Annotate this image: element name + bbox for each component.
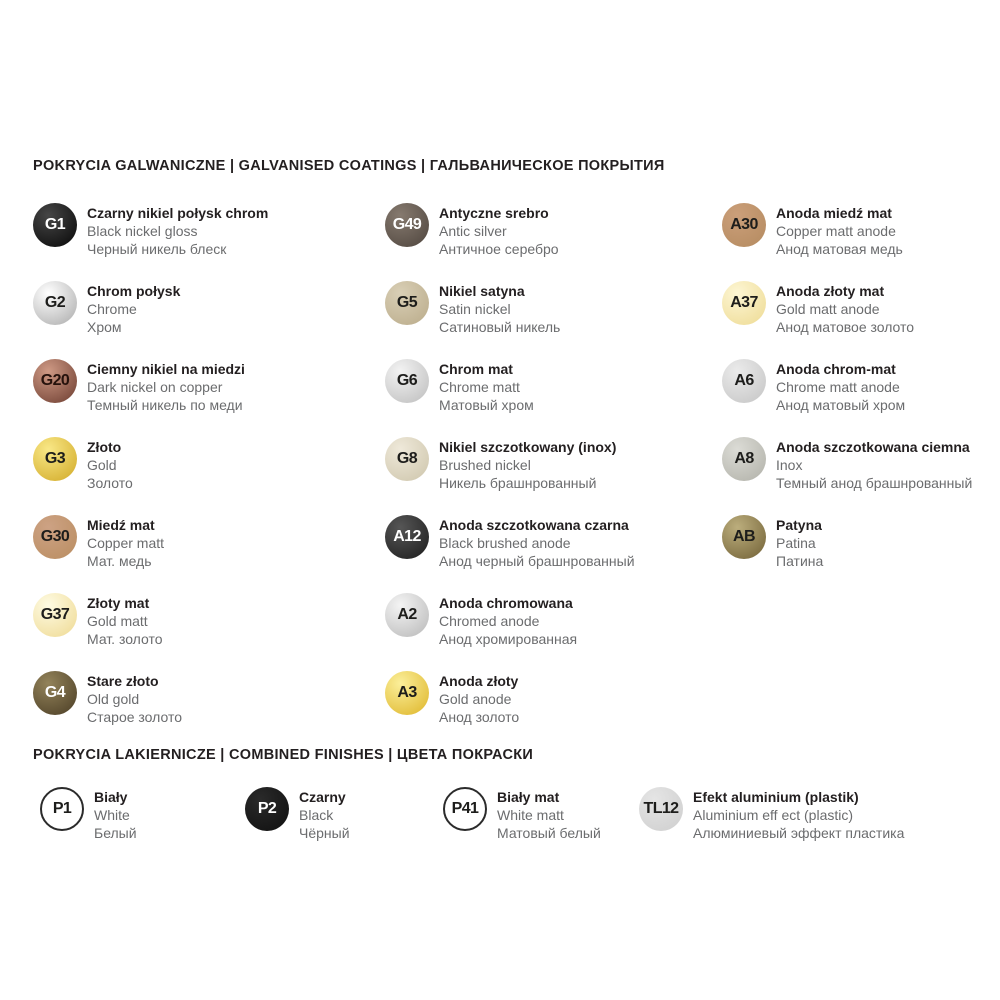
finish-swatch [385, 359, 429, 403]
finish-swatch [385, 203, 429, 247]
finish-names [87, 515, 164, 570]
finish-item [722, 203, 982, 258]
finish-item [385, 593, 722, 648]
finish-name-en: Black [299, 807, 334, 823]
finish-name-en: Gold [87, 457, 117, 473]
finish-swatch [722, 515, 766, 559]
finish-name-en: Satin nickel [439, 301, 511, 317]
finish-code-badge: AB [733, 528, 755, 545]
finish-names [439, 203, 559, 258]
finish-name-pl: Nikiel satyna [439, 283, 525, 299]
finish-code-badge: G49 [392, 216, 422, 233]
finish-name-pl: Biały [94, 789, 128, 805]
finish-code-badge: A37 [730, 294, 758, 311]
finish-item [33, 593, 385, 648]
finish-name-pl: Czarny nikiel połysk chrom [87, 205, 269, 221]
finish-name-pl: Stare złoto [87, 673, 159, 689]
finish-name-en: Brushed nickel [439, 457, 531, 473]
finish-swatch [33, 203, 77, 247]
finish-swatch [443, 787, 487, 831]
finish-code-badge: G1 [44, 216, 66, 233]
finish-name-en: Chrome [87, 301, 137, 317]
finish-name-ru: Никель брашнрованный [439, 475, 597, 491]
finish-item [385, 359, 722, 414]
finish-item [33, 281, 385, 336]
finish-name-pl: Anoda miedź mat [776, 205, 892, 221]
finish-item [40, 787, 245, 842]
section-galvanised-coatings [33, 158, 982, 749]
finish-name-pl: Anoda szczotkowana czarna [439, 517, 629, 533]
finish-name-pl: Biały mat [497, 789, 560, 805]
finish-item [722, 359, 982, 414]
finish-code-badge: G3 [44, 450, 66, 467]
finish-code-badge: G37 [40, 606, 70, 623]
finish-name-ru: Белый [94, 825, 137, 841]
finish-name-pl: Miedź mat [87, 517, 155, 533]
finish-swatch [722, 203, 766, 247]
finish-swatch [385, 437, 429, 481]
finish-names [439, 593, 577, 648]
finish-names [439, 359, 534, 414]
finish-names [776, 515, 823, 570]
finish-item [722, 437, 982, 492]
finish-column [40, 787, 245, 865]
finish-code-badge: P41 [451, 800, 479, 817]
finish-name-pl: Anoda złoty mat [776, 283, 885, 299]
finish-name-pl: Anoda chrom-mat [776, 361, 896, 377]
galvanised-coatings-grid [33, 203, 982, 749]
finish-item [33, 359, 385, 414]
finish-name-en: Copper matt [87, 535, 165, 551]
finish-code-badge: P2 [257, 800, 277, 817]
finish-name-en: White [94, 807, 130, 823]
finish-code-badge: G8 [396, 450, 418, 467]
finish-name-en: Chromed anode [439, 613, 540, 629]
finish-item [385, 203, 722, 258]
finish-code-badge: A6 [734, 372, 754, 389]
finish-code-badge: G5 [396, 294, 418, 311]
finish-names [439, 671, 519, 726]
finish-item [33, 671, 385, 726]
finish-name-en: Old gold [87, 691, 140, 707]
finish-code-badge: A2 [397, 606, 417, 623]
finish-swatch [33, 671, 77, 715]
finish-name-ru: Алюминиевый эффект пластика [693, 825, 905, 841]
finish-column [722, 203, 982, 749]
finish-item [385, 515, 722, 570]
finish-code-badge: G2 [44, 294, 66, 311]
finish-names [439, 437, 616, 492]
finish-code-badge: A8 [734, 450, 754, 467]
finish-name-ru: Анод матовый хром [776, 397, 906, 413]
finish-name-en: Antic silver [439, 223, 507, 239]
finish-item [33, 515, 385, 570]
finish-names [776, 281, 914, 336]
finish-name-en: Black nickel gloss [87, 223, 198, 239]
finish-name-ru: Мат. медь [87, 553, 152, 569]
finish-name-en: Black brushed anode [439, 535, 571, 551]
finish-item [443, 787, 639, 842]
finish-names [439, 281, 560, 336]
finish-name-ru: Темный анод брашнрованный [776, 475, 973, 491]
finish-name-ru: Матовый белый [497, 825, 601, 841]
finish-name-pl: Efekt aluminium (plastik) [693, 789, 859, 805]
finish-name-ru: Темный никель по меди [87, 397, 243, 413]
finish-name-ru: Сатиновый никель [439, 319, 561, 335]
finish-item [722, 281, 982, 336]
finish-code-badge: G6 [396, 372, 418, 389]
finish-item [245, 787, 443, 842]
finish-names [776, 203, 903, 258]
finish-column [245, 787, 443, 865]
finish-name-pl: Czarny [299, 789, 346, 805]
finish-names [776, 359, 905, 414]
finish-names [87, 437, 133, 492]
finish-names [87, 593, 163, 648]
finish-column [639, 787, 982, 865]
finish-code-badge: G20 [40, 372, 70, 389]
finish-swatch [385, 593, 429, 637]
finish-name-en: Inox [776, 457, 803, 473]
finish-names [87, 281, 180, 336]
finish-item [385, 437, 722, 492]
finish-swatch [722, 281, 766, 325]
finish-swatch [385, 671, 429, 715]
finish-code-badge: A30 [730, 216, 758, 233]
finish-code-badge: P1 [52, 800, 72, 817]
finish-name-en: Copper matt anode [776, 223, 896, 239]
finish-name-pl: Patyna [776, 517, 822, 533]
finish-code-badge: G4 [44, 684, 66, 701]
finish-name-ru: Патина [776, 553, 824, 569]
finish-name-ru: Анод хромированная [439, 631, 578, 647]
finish-name-en: Aluminium eff ect (plastic) [693, 807, 854, 823]
finish-name-ru: Античное серебро [439, 241, 559, 257]
combined-finishes-grid [33, 787, 982, 865]
finish-name-pl: Chrom mat [439, 361, 513, 377]
finish-name-en: Dark nickel on copper [87, 379, 223, 395]
finish-name-pl: Anoda złoty [439, 673, 519, 689]
finish-name-pl: Chrom połysk [87, 283, 181, 299]
finish-item [33, 203, 385, 258]
finish-name-ru: Чёрный [299, 825, 350, 841]
finish-name-ru: Анод черный брашнрованный [439, 553, 635, 569]
finish-name-pl: Ciemny nikiel na miedzi [87, 361, 245, 377]
finish-name-en: Gold matt [87, 613, 148, 629]
finish-swatch [33, 359, 77, 403]
finish-name-en: Gold matt anode [776, 301, 880, 317]
section-header-galvanised: POKRYCIA GALWANICZNE | GALVANISED COATINGS | ГАЛЬВАНИЧЕСКОЕ ПОКРЫТИЯ [33, 158, 665, 174]
finish-item [33, 437, 385, 492]
finish-name-ru: Золото [87, 475, 133, 491]
finish-code-badge: TL12 [643, 800, 679, 817]
finish-code-badge: G30 [40, 528, 70, 545]
finish-swatch [33, 593, 77, 637]
finish-names [299, 787, 350, 842]
finish-names [87, 671, 182, 726]
finish-names [94, 787, 137, 842]
finish-column [33, 203, 385, 749]
finish-swatch [385, 281, 429, 325]
finish-name-ru: Анод матовое золото [776, 319, 915, 335]
finish-swatch [245, 787, 289, 831]
finish-name-pl: Anoda szczotkowana ciemna [776, 439, 970, 455]
finish-name-ru: Мат. золото [87, 631, 163, 647]
finish-name-pl: Anoda chromowana [439, 595, 573, 611]
finish-name-en: White matt [497, 807, 564, 823]
finish-name-pl: Nikiel szczotkowany (inox) [439, 439, 617, 455]
finish-names [776, 437, 972, 492]
finish-name-ru: Анод золото [439, 709, 520, 725]
finish-names [497, 787, 601, 842]
finish-swatch [385, 515, 429, 559]
finish-name-en: Chrome matt [439, 379, 520, 395]
finish-swatch [40, 787, 84, 831]
finish-item [385, 281, 722, 336]
finish-names [693, 787, 904, 842]
finish-name-ru: Черный никель блеск [87, 241, 227, 257]
section-combined-finishes [33, 747, 982, 865]
finish-name-pl: Złoto [87, 439, 122, 455]
finish-name-ru: Хром [87, 319, 122, 335]
finish-names [87, 203, 268, 258]
finish-column [385, 203, 722, 749]
finish-item [385, 671, 722, 726]
finish-name-pl: Złoty mat [87, 595, 150, 611]
finish-swatch [722, 437, 766, 481]
finish-names [87, 359, 245, 414]
finish-name-pl: Antyczne srebro [439, 205, 549, 221]
finish-names [439, 515, 635, 570]
finish-name-ru: Матовый хром [439, 397, 534, 413]
finish-column [443, 787, 639, 865]
finish-item [722, 515, 982, 570]
finish-item [639, 787, 982, 842]
finish-code-badge: A3 [397, 684, 417, 701]
finish-name-en: Patina [776, 535, 816, 551]
section-header-combined: POKRYCIA LAKIERNICZE | COMBINED FINISHES | ЦВЕТА ПОКРАСКИ [33, 747, 534, 763]
finish-swatch [639, 787, 683, 831]
finish-code-badge: A12 [393, 528, 421, 545]
finish-name-ru: Старое золото [87, 709, 182, 725]
finish-swatch [722, 359, 766, 403]
finish-name-en: Chrome matt anode [776, 379, 900, 395]
finish-swatch [33, 281, 77, 325]
finish-swatch [33, 515, 77, 559]
finish-swatch [33, 437, 77, 481]
finish-name-en: Gold anode [439, 691, 512, 707]
finish-name-ru: Анод матовая медь [776, 241, 903, 257]
